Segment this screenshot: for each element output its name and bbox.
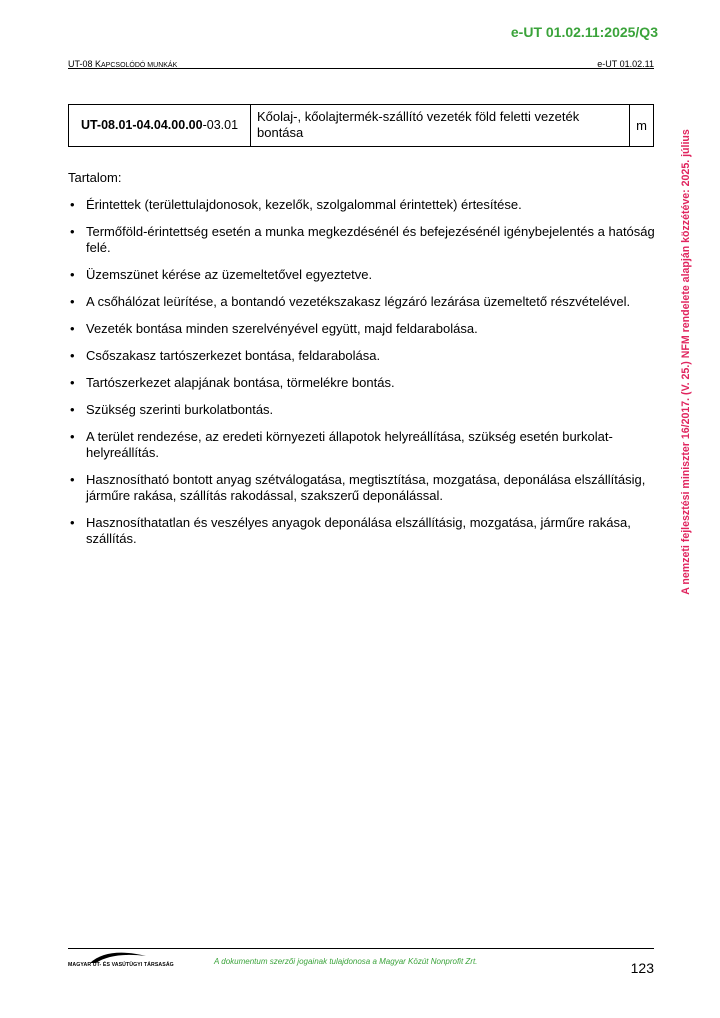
item-code-bold: UT-08.01-04.04.00.00: [80, 118, 203, 133]
list-item: • Érintettek (területtulajdonosok, kezelők, szolgalommal érintettek) értesítése.: [68, 197, 658, 213]
list-item: • A terület rendezése, az eredeti környezeti állapotok helyreállítása, szükség esetén burkolat-helyreállítás.: [68, 429, 658, 461]
page-number: 123: [630, 960, 654, 976]
running-header-code: e-UT 01.02.11: [597, 59, 654, 69]
list-item: • Hasznosítható bontott anyag szétválogatása, megtisztítása, mozgatása, deponálása elszállításig, járműre rakása, szállítás rakodással, szakszerű deponálással.: [68, 472, 658, 504]
chapter-smallcaps: APCSOLÓDÓ MUNKÁK: [101, 62, 178, 69]
content-title: Tartalom:: [68, 170, 122, 185]
header-divider: [68, 68, 654, 69]
content-list: [68, 197, 658, 558]
item-code-cell: [69, 105, 251, 147]
document-code: e-UT 01.02.11:2025/Q3: [510, 24, 658, 40]
list-item: • Tartószerkezet alapjának bontása, törmelékre bontás.: [68, 375, 658, 391]
list-item: • Üzemszünet kérése az üzemeltetővel egyeztetve.: [68, 267, 658, 283]
list-item: • Csőszakasz tartószerkezet bontása, feldarabolása.: [68, 348, 658, 364]
item-table: [68, 104, 654, 147]
footer-divider: [68, 948, 654, 949]
item-unit: m: [630, 105, 654, 147]
list-item: • Hasznosíthatatlan és veszélyes anyagok deponálása elszállításig, mozgatása, járműre rakása, szállítás.: [68, 515, 658, 547]
list-item: • Szükség szerinti burkolatbontás.: [68, 402, 658, 418]
copyright-notice: A dokumentum szerzői jogainak tulajdonosa a Magyar Közút Nonprofit Zrt.: [214, 957, 478, 966]
side-note-text: A nemzeti fejlesztési miniszter 16/2017. (V. 25.) NFM rendelete alapján közzétéve: 2025. július: [680, 129, 692, 595]
org-name: MAGYAR ÚT- ÉS VASÚTÜGYI TÁRSASÁG: [68, 962, 174, 968]
item-code-suffix: -03.01: [202, 118, 239, 133]
publication-side-note: [676, 96, 696, 628]
item-row: [69, 105, 654, 147]
list-item: • Vezeték bontása minden szerelvényével együtt, majd feldarabolása.: [68, 321, 658, 337]
org-logo: [68, 950, 174, 972]
chapter-prefix: UT-08 K: [68, 59, 102, 69]
list-item: • Termőföld-érintettség esetén a munka megkezdésénél és befejezésénél igénybejelentés a hatóság felé.: [68, 224, 658, 256]
item-description: Kőolaj-, kőolajtermék-szállító vezeték föld feletti vezeték bontása: [251, 105, 630, 147]
list-item: • A csőhálózat leürítése, a bontandó vezetékszakasz légzáró lezárása üzemeltető részvételével.: [68, 294, 658, 310]
